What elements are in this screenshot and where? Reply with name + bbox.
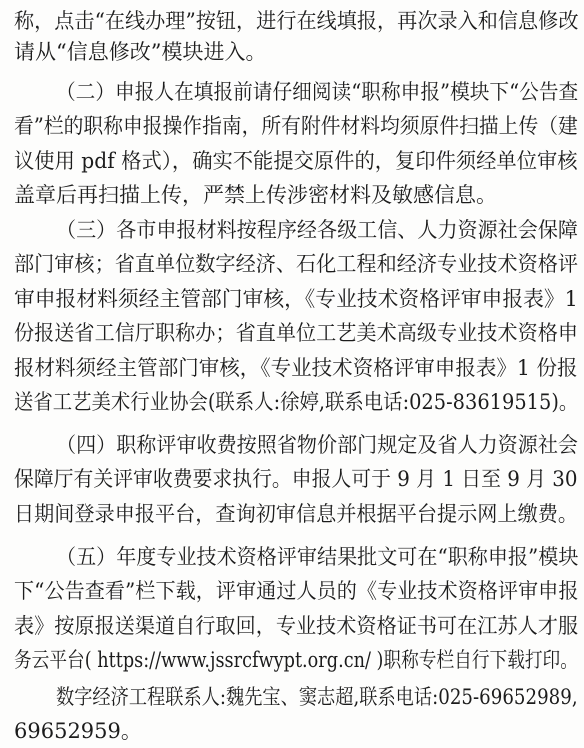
text-line: 保障厅有关评审收费要求执行。申报人可于 9 月 1 日至 9 月 30	[14, 467, 578, 491]
url-line: 务云平台( https://www.jssrcfwypt.org.cn/ )职称专栏自行下载打印。	[14, 648, 578, 672]
text-line: 表》按原报送渠道自行取回，专业技术资格证书可在江苏人才服	[14, 614, 579, 638]
text-line: 部门审核；省直单位数字经济、石化工程和经济专业技术资格评	[14, 252, 579, 276]
contact-line: 数字经济工程联系人:魏先宝、窦志超,联系电话:025-69652989,	[56, 685, 578, 709]
contact-line: 送省工艺美术行业协会(联系人:徐婷,联系电话:025-83619515)。	[14, 390, 579, 414]
paragraph-three-heading-line: （三）各市申报材料按程序经各级工信、人力资源社会保障	[56, 218, 578, 242]
paragraph-four-heading-line: （四）职称评审收费按照省物价部门规定及省人力资源社会	[56, 433, 578, 457]
paragraph-five-heading-line: （五）年度专业技术资格评审结果批文可在“职称申报”模块	[56, 545, 579, 569]
text-line: 份报送省工信厅职称办；省直单位工艺美术高级专业技术资格申	[14, 321, 579, 345]
text-line: 称，点击“在线办理”按钮，进行在线填报，再次录入和信息修改	[14, 9, 579, 33]
text-line: 盖章后再扫描上传，严禁上传涉密材料及敏感信息。	[14, 183, 497, 207]
text-line: 议使用 pdf 格式），确实不能提交原件的，复印件须经单位审核	[14, 149, 578, 173]
text-line: 看”栏的职称申报操作指南，所有附件材料均须原件扫描上传（建	[14, 114, 578, 138]
text-line: 审申报材料须经主管部门审核，《专业技术资格评审申报表》1	[14, 287, 578, 311]
text-line: 请从“信息修改”模块进入。	[14, 40, 267, 64]
text-line: 日期间登录申报平台，查询初审信息并根据平台提示网上缴费。	[14, 502, 579, 526]
contact-line: 69652959。	[14, 719, 142, 743]
paragraph-two-heading-line: （二）申报人在填报前请仔细阅读“职称申报”模块下“公告查	[56, 80, 579, 104]
text-line: 下“公告查看”栏下载，评审通过人员的《专业技术资格评审申报	[14, 579, 579, 603]
text-line: 报材料须经主管部门审核，《专业技术资格评审申报表》1 份报	[14, 356, 578, 380]
